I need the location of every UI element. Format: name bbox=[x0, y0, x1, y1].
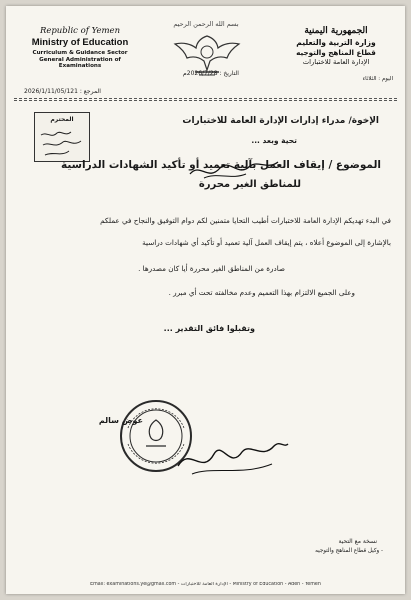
header-arabic bbox=[281, 26, 391, 66]
header-ministry-ar: وزارة التربية والتعليم bbox=[296, 38, 376, 47]
header-english bbox=[20, 26, 140, 69]
letter-page bbox=[6, 6, 405, 594]
header-department-en: General Administration of Examinations bbox=[39, 57, 121, 69]
paragraph-instruction: بالإشارة إلى الموضوع أعلاه ، يتم إيقاف العمل آلية تعميد أو تأكيد أي شهادات دراسية bbox=[142, 238, 391, 247]
copy-to-line: - وكيل قطاع المناهج والتوجيه bbox=[315, 548, 383, 554]
copy-to-title: نسخة مع التحية bbox=[338, 538, 377, 545]
header-sector-ar: قطاع المناهج والتوجيه bbox=[296, 48, 376, 57]
stamp-title: المحترم bbox=[50, 116, 74, 123]
header-day: اليوم : الثلاثاء bbox=[362, 76, 393, 82]
closing: وتقبلوا فائق التقدير ... bbox=[163, 324, 255, 333]
header-department-ar: الإدارة العامة للاختبارات bbox=[302, 58, 370, 66]
header-country-ar: الجمهورية اليمنية bbox=[304, 26, 368, 36]
paragraph-scope: صادرة من المناطق الغير محررة أيا كان مصدرها . bbox=[138, 264, 285, 273]
footer-contact: Email: examinations.ye@gmail.com - الإدارة العامة للاختبارات - Ministry of Education - Aden - Yemen bbox=[90, 582, 321, 587]
received-stamp bbox=[34, 112, 90, 162]
subject-line-2: للمناطق الغير محررة bbox=[198, 179, 301, 190]
reference-number: المرجع : 2026/1/11/05/121 bbox=[24, 88, 101, 95]
header-country-en: Republic of Yemen bbox=[39, 26, 121, 36]
subject-line-1: الموضوع / إيقاف العمل بآلية تعميد أو تأكيد الشهادات الدراسية bbox=[61, 159, 381, 171]
header-sector-en: Curriculum & Guidance Sector bbox=[32, 50, 128, 56]
basmala: بسم الله الرحمن الرحيم bbox=[173, 20, 239, 28]
signer-name: عوض سالم bbox=[98, 416, 143, 425]
addressee: الإخوة/ مدراء إدارات الإدارة العامة للاختبارات bbox=[182, 116, 379, 126]
header-divider-2 bbox=[14, 100, 397, 101]
header-divider bbox=[14, 98, 397, 99]
signature-icon bbox=[172, 426, 292, 486]
paragraph-compliance: وعلى الجميع الالتزام بهذا التعميم وعدم مخالفته تحت أي مبرر . bbox=[168, 288, 355, 297]
header-ministry-en: Ministry of Education bbox=[31, 37, 129, 48]
paragraph-greeting: في البدء تهديكم الإدارة العامة للاختبارات أطيب التحايا متمنين لكم دوام التوفيق والنجاح في عملكم bbox=[100, 216, 391, 225]
date-line: التاريخ : 2026/7/28م bbox=[183, 70, 239, 77]
handwritten-note-icon bbox=[35, 127, 89, 161]
greeting: تحية وبعد ... bbox=[251, 136, 297, 145]
